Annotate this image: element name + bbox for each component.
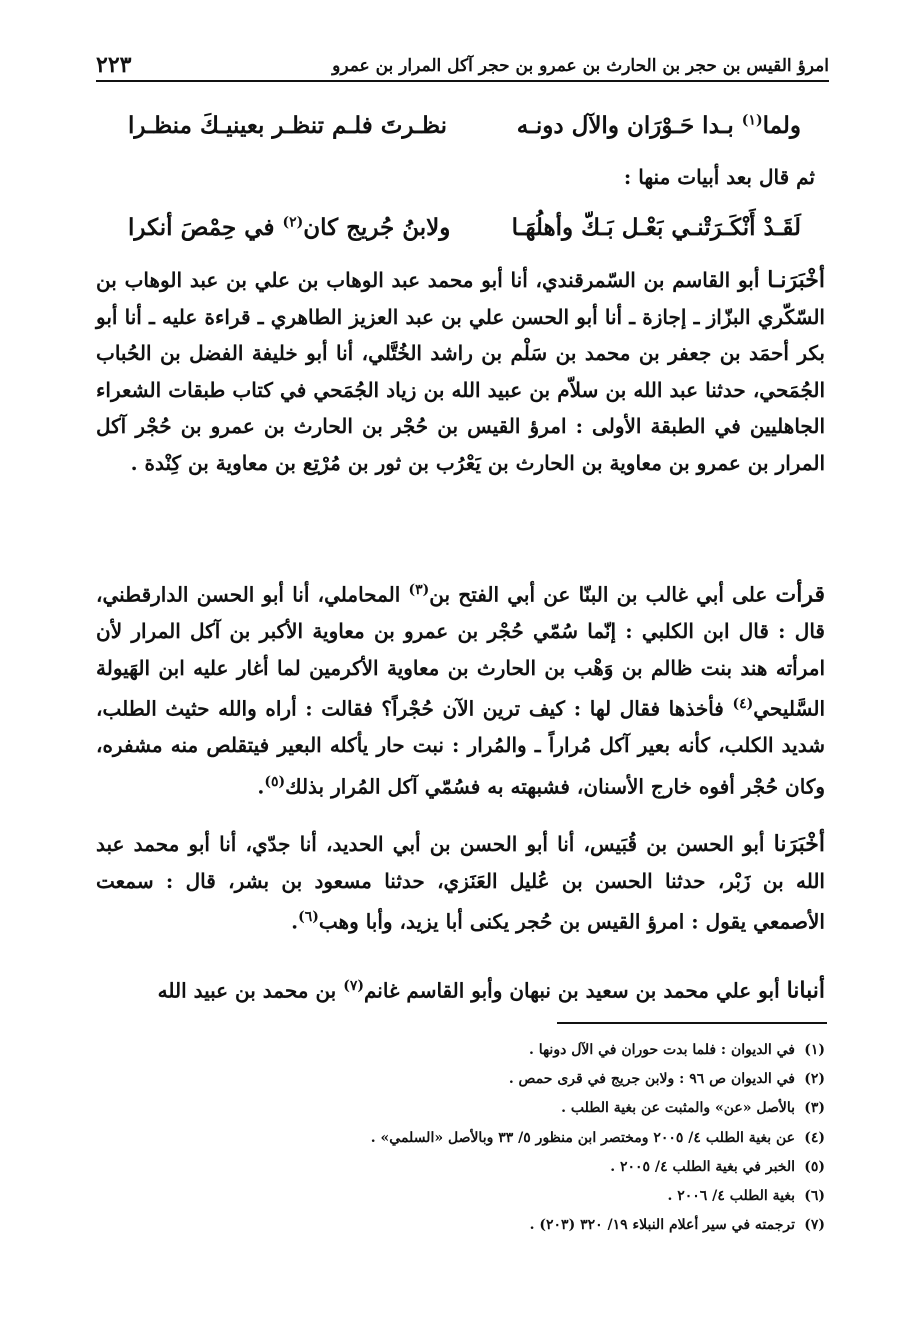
footnote-text: بالأصل «عن» والمثبت عن بغية الطلب . [561, 1100, 795, 1117]
footnote-text: الخبر في بغية الطلب ٤/ ٢٠٠٥ . [610, 1158, 795, 1175]
verse-1-right-start: ولما [762, 112, 801, 139]
footnote-item [120, 1153, 825, 1182]
paragraph-2-lead: قرأت [775, 581, 826, 608]
paragraph-2-text-d: . [257, 774, 265, 799]
footnote-ref-7: (٧) [343, 978, 364, 994]
footnote-ref-3: (٣) [408, 582, 430, 598]
verse-2-left-hemistich [128, 214, 450, 241]
paragraph-1 [96, 262, 825, 481]
footnote-number: (٤) [804, 1129, 825, 1146]
footnote-text: بغية الطلب ٤/ ٢٠٠٦ . [667, 1188, 795, 1205]
verse-line-1 [128, 112, 801, 139]
verse-1-left-hemistich: نظـرتَ فلـم تنظـر بعينيـكَ منظـرا [128, 112, 448, 139]
footnote-text: ترجمته في سير أعلام النبلاء ١٩/ ٣٢٠ (٢٠٣) . [529, 1217, 795, 1234]
verse-2-left-start: ولابنُ جُريج كان [303, 214, 451, 241]
paragraph-2-text-b: المحاملي، أنا أبو الحسن الدارقطني، قال : قال ابن الكلبي : إنّما سُمّي حُجْر بن عمرو بن معاوية الأكبر بن آكل المرار لأن امرأته هند بنت ظالم بن وَهْب بن الحارث بن معاوية الأكرمين لما أغار عليه ابن الهَيولة السَّليحي [96, 582, 825, 721]
footnote-text: في الديوان : فلما بدت حوران في الآل دونها . [528, 1042, 795, 1058]
paragraph-3 [96, 826, 825, 940]
paragraph-4-text-a: أبو علي محمد بن سعيد بن نبهان وأبو القاسم غانم [364, 978, 780, 1003]
paragraph-2-text-a: على أبي غالب بن البنّا عن أبي الفتح بن [429, 582, 768, 607]
footnote-item [120, 1211, 825, 1240]
verse-1-right-hemistich [517, 112, 801, 139]
running-header [96, 46, 829, 82]
paragraph-4 [96, 968, 825, 1009]
paragraph-2 [96, 572, 825, 805]
paragraph-3-lead: أخْبَرَنا [773, 831, 825, 857]
footnote-item [120, 1094, 825, 1123]
intro-line: ثم قال بعد أبيات منها : [623, 165, 815, 189]
header-title: امرؤ القيس بن حجر بن الحارث بن عمرو بن حجر آكل المرار بن عمرو [332, 56, 829, 76]
footnote-number: (٣) [804, 1100, 825, 1117]
verse-2-left-rest: في حِمْصَ أنكرا [128, 214, 275, 241]
verse-line-2 [128, 214, 801, 241]
footnote-text: عن بغية الطلب ٤/ ٢٠٠٥ ومختصر ابن منظور ٥/ ٣٣ وبالأصل «السلمي» . [370, 1129, 795, 1146]
footnote-item [120, 1036, 825, 1065]
footnote-text: في الديوان ص ٩٦ : ولابن جريج في قرى حمص . [508, 1071, 795, 1088]
paragraph-1-lead: أخْبَرَنـا [767, 267, 825, 293]
footnote-ref-6: (٦) [298, 909, 319, 925]
footnotes [120, 1036, 825, 1240]
paragraph-1-text: أبو القاسم بن السّمرقندي، أنا أبو محمد عبد الوهاب بن علي بن عبد الوهاب بن السّكّري البزّاز ـ إجازة ـ أنا أبو الحسن علي بن عبد العزيز الطاهري ـ قراءة عليه ـ أنا أبو بكر أحمَد بن جعفر بن محمد بن سَلْم بن راشد الخُتَّلي، أنا أبو خليفة الفضل بن الحُباب الجُمَحي، حدثنا عبد الله بن سلاّم بن عبيد الله بن زياد الجُمَحي في كتاب طبقات الشعراء الجاهليين في الطبقة الأولى : امرؤ القيس بن حُجْر بن الحارث بن عمرو بن حُجْر آكل المرار بن عمرو بن معاوية بن الحارث بن يَعْرُب بن ثور بن مُرْتِع بن معاوية بن كِنْدة . [96, 268, 825, 475]
verse-1-right-rest: بـدا حَـوْرَان والآل دونـه [516, 112, 734, 139]
footnote-item [120, 1065, 825, 1094]
footnote-ref-2: (٢) [282, 214, 304, 231]
footnote-item [120, 1124, 825, 1153]
footnote-ref-4: (٤) [732, 696, 754, 713]
paragraph-4-lead: أنبانا [786, 977, 825, 1004]
page-number: ٢٢٣ [96, 52, 132, 78]
footnote-separator [557, 1022, 827, 1024]
footnote-number: (٥) [804, 1158, 825, 1175]
footnote-item [120, 1182, 825, 1211]
paragraph-4-text-b: بن محمد بن عبيد الله [157, 978, 337, 1003]
footnote-number: (٦) [804, 1188, 825, 1205]
paragraph-2-text-c: فأخذها فقال لها : كيف ترين الآن حُجْراً؟ فقالت : أراه والله حثيث الطلب، شديد الكلب، كأنه بعير آكل مُراراً ـ والمُرار : نبت حار يأكله البعير فيتقلص منه مشفره، وكان حُجْر أفوه خارج الأسنان، فشبهته به فسُمّي آكل المُرار بذلك [96, 696, 825, 799]
footnote-ref-1: (١) [741, 112, 763, 129]
paragraph-3-text-a: أبو الحسن بن قُبَيس، أنا أبو الحسن بن أبي الحديد، أنا جدّي، أنا أبو محمد عبد الله بن زَبْر، حدثنا الحسن بن عُليل العَنَزي، حدثنا مسعود بن بشر، قال : سمعت الأصمعي يقول : امرؤ القيس بن حُجر يكنى أبا يزيد، وأبا وهب [96, 832, 825, 934]
verse-2-right-hemistich: لَقَـدْ أَنْكَـرَتْنـي بَعْـل بَـكّ وأهلُهَـا [511, 214, 801, 241]
footnote-number: (٢) [804, 1071, 825, 1088]
footnote-number: (١) [804, 1042, 825, 1058]
footnote-ref-5: (٥) [264, 773, 286, 790]
paragraph-3-text-b: . [291, 909, 299, 934]
footnote-number: (٧) [804, 1217, 825, 1234]
